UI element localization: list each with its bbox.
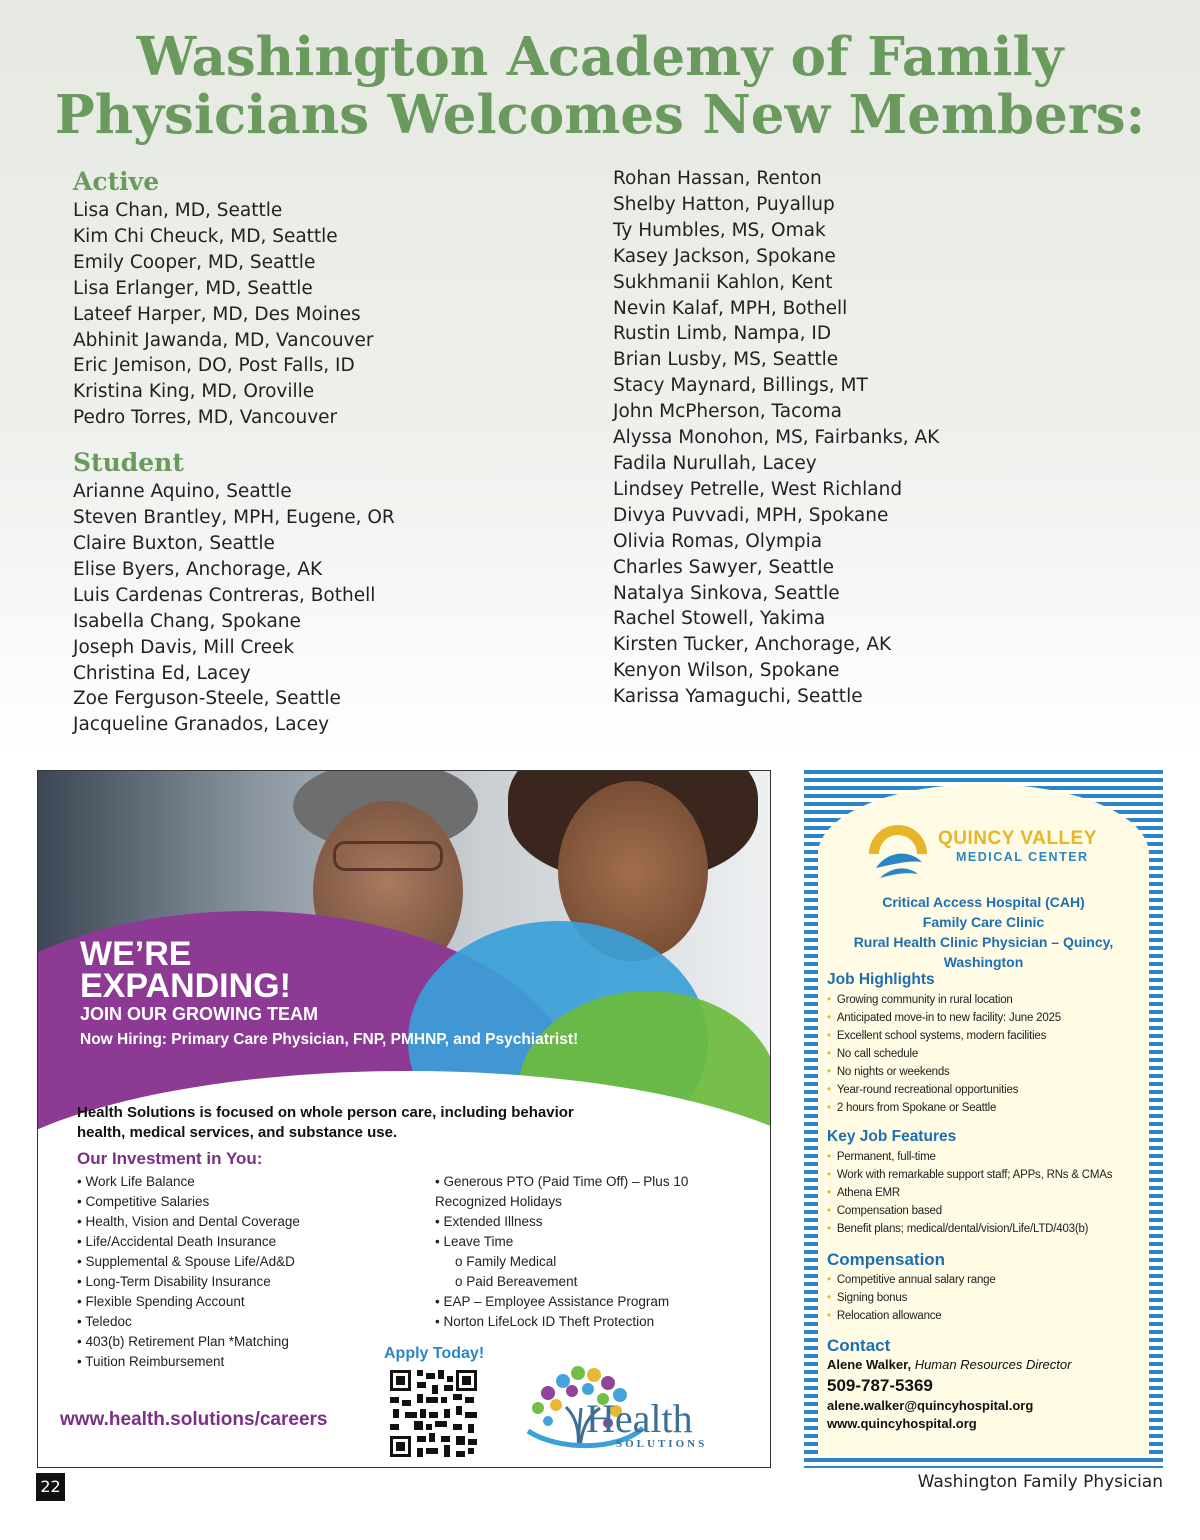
list-item: Olivia Romas, Olympia [613, 530, 823, 552]
list-item [827, 991, 1061, 1009]
list-item: • EAP – Employee Assistance Program [435, 1294, 670, 1309]
list-item: • Life/Accidental Death Insurance [77, 1234, 277, 1249]
list-item: • Norton LifeLock ID Theft Protection [435, 1314, 655, 1329]
list-item: • Extended Illness [435, 1214, 543, 1229]
bullet-icon: • [827, 1066, 831, 1078]
list-item: Abhinit Jawanda, MD, Vancouver [73, 329, 374, 351]
list-item: Fadila Nurullah, Lacey [613, 452, 817, 474]
contact-phone[interactable]: 509-787-5369 [827, 1376, 933, 1395]
list-item: Joseph Davis, Mill Creek [73, 636, 295, 658]
bullet-icon: • [827, 1187, 831, 1199]
list-item: Elise Byers, Anchorage, AK [73, 558, 323, 580]
contact-person [827, 1357, 1071, 1372]
list-item: Jacqueline Granados, Lacey [73, 714, 330, 736]
list-item: Rachel Stowell, Yakima [613, 608, 826, 630]
bullet-icon: • [827, 1012, 831, 1024]
compensation-list [827, 1271, 996, 1325]
list-item: Kirsten Tucker, Anchorage, AK [613, 634, 892, 656]
footer-publication: Washington Family Physician [917, 1472, 1163, 1492]
list-item: Karissa Yamaguchi, Seattle [613, 686, 863, 708]
list-item: • Flexible Spending Account [77, 1294, 245, 1309]
list-item: o Family Medical [455, 1254, 557, 1269]
contact-heading: Contact [827, 1336, 891, 1355]
list-item: Recognized Holidays [435, 1194, 562, 1209]
list-item: John McPherson, Tacoma [613, 401, 842, 423]
list-item [827, 1271, 996, 1289]
contact-website[interactable]: www.quincyhospital.org [827, 1416, 977, 1431]
bullet-icon: • [827, 1223, 831, 1235]
list-item-text: Athena EMR [836, 1187, 901, 1199]
bullet-icon: • [827, 1169, 831, 1181]
list-item: Claire Buxton, Seattle [73, 532, 275, 554]
list-item-text: Benefit plans; medical/dental/vision/Life/LTD/403(b) [836, 1223, 1089, 1235]
investment-heading: Our Investment in You: [77, 1149, 263, 1168]
members-column-left [73, 166, 395, 738]
list-item: Pedro Torres, MD, Vancouver [73, 407, 338, 429]
bullet-icon: • [827, 1084, 831, 1096]
list-item-text: Compensation based [836, 1205, 942, 1217]
list-item: Rustin Limb, Nampa, ID [613, 323, 832, 345]
list-item [827, 1289, 996, 1307]
cah-line: Critical Access Hospital (CAH) [882, 894, 1085, 910]
members-column-right [613, 166, 939, 710]
features-heading: Key Job Features [827, 1128, 957, 1145]
list-item [827, 1027, 1061, 1045]
list-item-text: Relocation allowance [836, 1310, 942, 1322]
list-item: Eric Jemison, DO, Post Falls, ID [73, 355, 355, 377]
list-item: • Teledoc [77, 1314, 132, 1329]
list-item: • 403(b) Retirement Plan *Matching [77, 1334, 289, 1349]
list-item-text: Year-round recreational opportunities [836, 1084, 1019, 1096]
quincy-card [818, 784, 1149, 1456]
highlights-heading: Job Highlights [827, 971, 935, 988]
contact-name: Alene Walker, [827, 1357, 912, 1372]
student-heading: Student [73, 448, 184, 478]
list-item-text: Excellent school systems, modern facilities [836, 1030, 1047, 1042]
list-item: Kenyon Wilson, Spokane [613, 660, 840, 682]
active-list [73, 198, 395, 431]
list-item-text: Growing community in rural location [836, 994, 1013, 1006]
list-item: • Competitive Salaries [77, 1194, 210, 1209]
list-item [827, 1184, 1112, 1202]
careers-link[interactable]: www.health.solutions/careers [60, 1409, 328, 1430]
list-item: Sukhmanii Kahlon, Kent [613, 271, 833, 293]
list-item: Emily Cooper, MD, Seattle [73, 251, 316, 273]
list-item: Stacy Maynard, Billings, MT [613, 375, 868, 397]
list-item: Kristina King, MD, Oroville [73, 381, 315, 403]
list-item [827, 1045, 1061, 1063]
subheadline: JOIN OUR GROWING TEAM [80, 1004, 318, 1024]
list-item [827, 1202, 1112, 1220]
list-item: Shelby Hatton, Puyallup [613, 193, 835, 215]
list-item [827, 1099, 1061, 1117]
title-line-1: Washington Academy of Family [136, 26, 1064, 88]
headline-line-2: EXPANDING! [80, 967, 291, 1005]
bullet-icon: • [827, 1274, 831, 1286]
bullet-icon: • [827, 1292, 831, 1304]
doctor-glasses [333, 841, 443, 871]
list-item-text: No nights or weekends [836, 1066, 950, 1078]
qr-code[interactable] [390, 1370, 477, 1457]
list-item: Luis Cardenas Contreras, Bothell [73, 584, 376, 606]
list-item: • Generous PTO (Paid Time Off) – Plus 10 [435, 1174, 689, 1189]
bullet-icon: • [827, 1102, 831, 1114]
list-item: Rohan Hassan, Renton [613, 168, 822, 189]
list-item: Lateef Harper, MD, Des Moines [73, 303, 361, 325]
list-item: • Supplemental & Spouse Life/Ad&D [77, 1254, 295, 1269]
list-item: Steven Brantley, MPH, Eugene, OR [73, 507, 395, 529]
page-title [0, 28, 1200, 144]
quincy-logo-icon [866, 820, 930, 884]
list-item: Lindsey Petrelle, West Richland [613, 478, 903, 500]
compensation-heading: Compensation [827, 1250, 946, 1269]
list-item [827, 1220, 1112, 1238]
student-list-1 [73, 479, 395, 738]
bullet-icon: • [827, 1048, 831, 1060]
contact-title: Human Resources Director [914, 1357, 1072, 1372]
list-item: Kim Chi Cheuck, MD, Seattle [73, 225, 338, 247]
list-item: Alyssa Monohon, MS, Fairbanks, AK [613, 427, 940, 449]
list-item-text: Competitive annual salary range [836, 1274, 996, 1286]
list-item [827, 1307, 996, 1325]
bullet-icon: • [827, 1205, 831, 1217]
list-item: Kasey Jackson, Spokane [613, 245, 836, 267]
list-item: Lisa Erlanger, MD, Seattle [73, 277, 313, 299]
list-item [827, 1063, 1061, 1081]
list-item: • Leave Time [435, 1234, 514, 1249]
bullet-icon: • [827, 1151, 831, 1163]
highlights-list [827, 991, 1061, 1117]
bullet-icon: • [827, 1030, 831, 1042]
active-heading: Active [73, 167, 160, 196]
list-item-text: 2 hours from Spokane or Seattle [836, 1102, 997, 1114]
apply-today-label: Apply Today! [384, 1345, 485, 1362]
health-solutions-logo-sub: SOLUTIONS [616, 1438, 708, 1450]
title-line-2: Physicians Welcomes New Members: [54, 84, 1146, 146]
list-item-text: Signing bonus [836, 1292, 908, 1304]
list-item: o Paid Bereavement [455, 1274, 578, 1289]
focus-statement: Health Solutions is focused on whole person care, including behavior health, medical services, and substance use. [77, 1104, 574, 1141]
list-item: Brian Lusby, MS, Seattle [613, 349, 839, 371]
list-item: Lisa Chan, MD, Seattle [73, 200, 283, 221]
list-item: • Long-Term Disability Insurance [77, 1274, 271, 1289]
bullet-icon: • [827, 1310, 831, 1322]
list-item: • Tuition Reimbursement [77, 1354, 225, 1369]
position-line: Rural Health Clinic Physician – Quincy, Washington [853, 934, 1114, 970]
list-item-text: Anticipated move-in to new facility: June 2025 [836, 1012, 1061, 1024]
list-item: Isabella Chang, Spokane [73, 610, 301, 632]
list-item: Christina Ed, Lacey [73, 662, 251, 684]
list-item: • Health, Vision and Dental Coverage [77, 1214, 300, 1229]
list-item [827, 1166, 1112, 1184]
list-item: Charles Sawyer, Seattle [613, 556, 835, 578]
contact-email[interactable]: alene.walker@quincyhospital.org [827, 1398, 1034, 1413]
features-list [827, 1148, 1112, 1238]
bullet-icon: • [827, 994, 831, 1006]
clinic-line: Family Care Clinic [922, 914, 1045, 930]
list-item: Nevin Kalaf, MPH, Bothell [613, 297, 848, 319]
benefits-left [77, 1172, 300, 1372]
list-item: Divya Puvvadi, MPH, Spokane [613, 504, 889, 526]
quincy-name: QUINCY VALLEY [938, 828, 1097, 849]
list-item-text: No call schedule [836, 1048, 919, 1060]
list-item [827, 1009, 1061, 1027]
benefits-right [435, 1172, 688, 1332]
hiring-line: Now Hiring: Primary Care Physician, FNP, PMHNP, and Psychiatrist! [80, 1031, 579, 1048]
list-item: Ty Humbles, MS, Omak [613, 219, 826, 241]
page-number: 22 [36, 1473, 65, 1501]
list-item-text: Work with remarkable support staff; APPs, RNs & CMAs [836, 1169, 1113, 1181]
headline-line-1: WE’RE [80, 935, 192, 973]
list-item: Zoe Ferguson-Steele, Seattle [73, 688, 341, 710]
health-solutions-logo-word: Health [586, 1396, 693, 1441]
student-list-2 [613, 166, 939, 710]
list-item: • Work Life Balance [77, 1174, 195, 1189]
health-solutions-ad [37, 770, 771, 1468]
quincy-subname: MEDICAL CENTER [956, 850, 1089, 864]
list-item [827, 1081, 1061, 1099]
list-item: Arianne Aquino, Seattle [73, 481, 292, 503]
list-item: Natalya Sinkova, Seattle [613, 582, 840, 604]
list-item [827, 1148, 1112, 1166]
list-item-text: Permanent, full-time [836, 1151, 936, 1163]
quincy-valley-ad [804, 770, 1163, 1468]
